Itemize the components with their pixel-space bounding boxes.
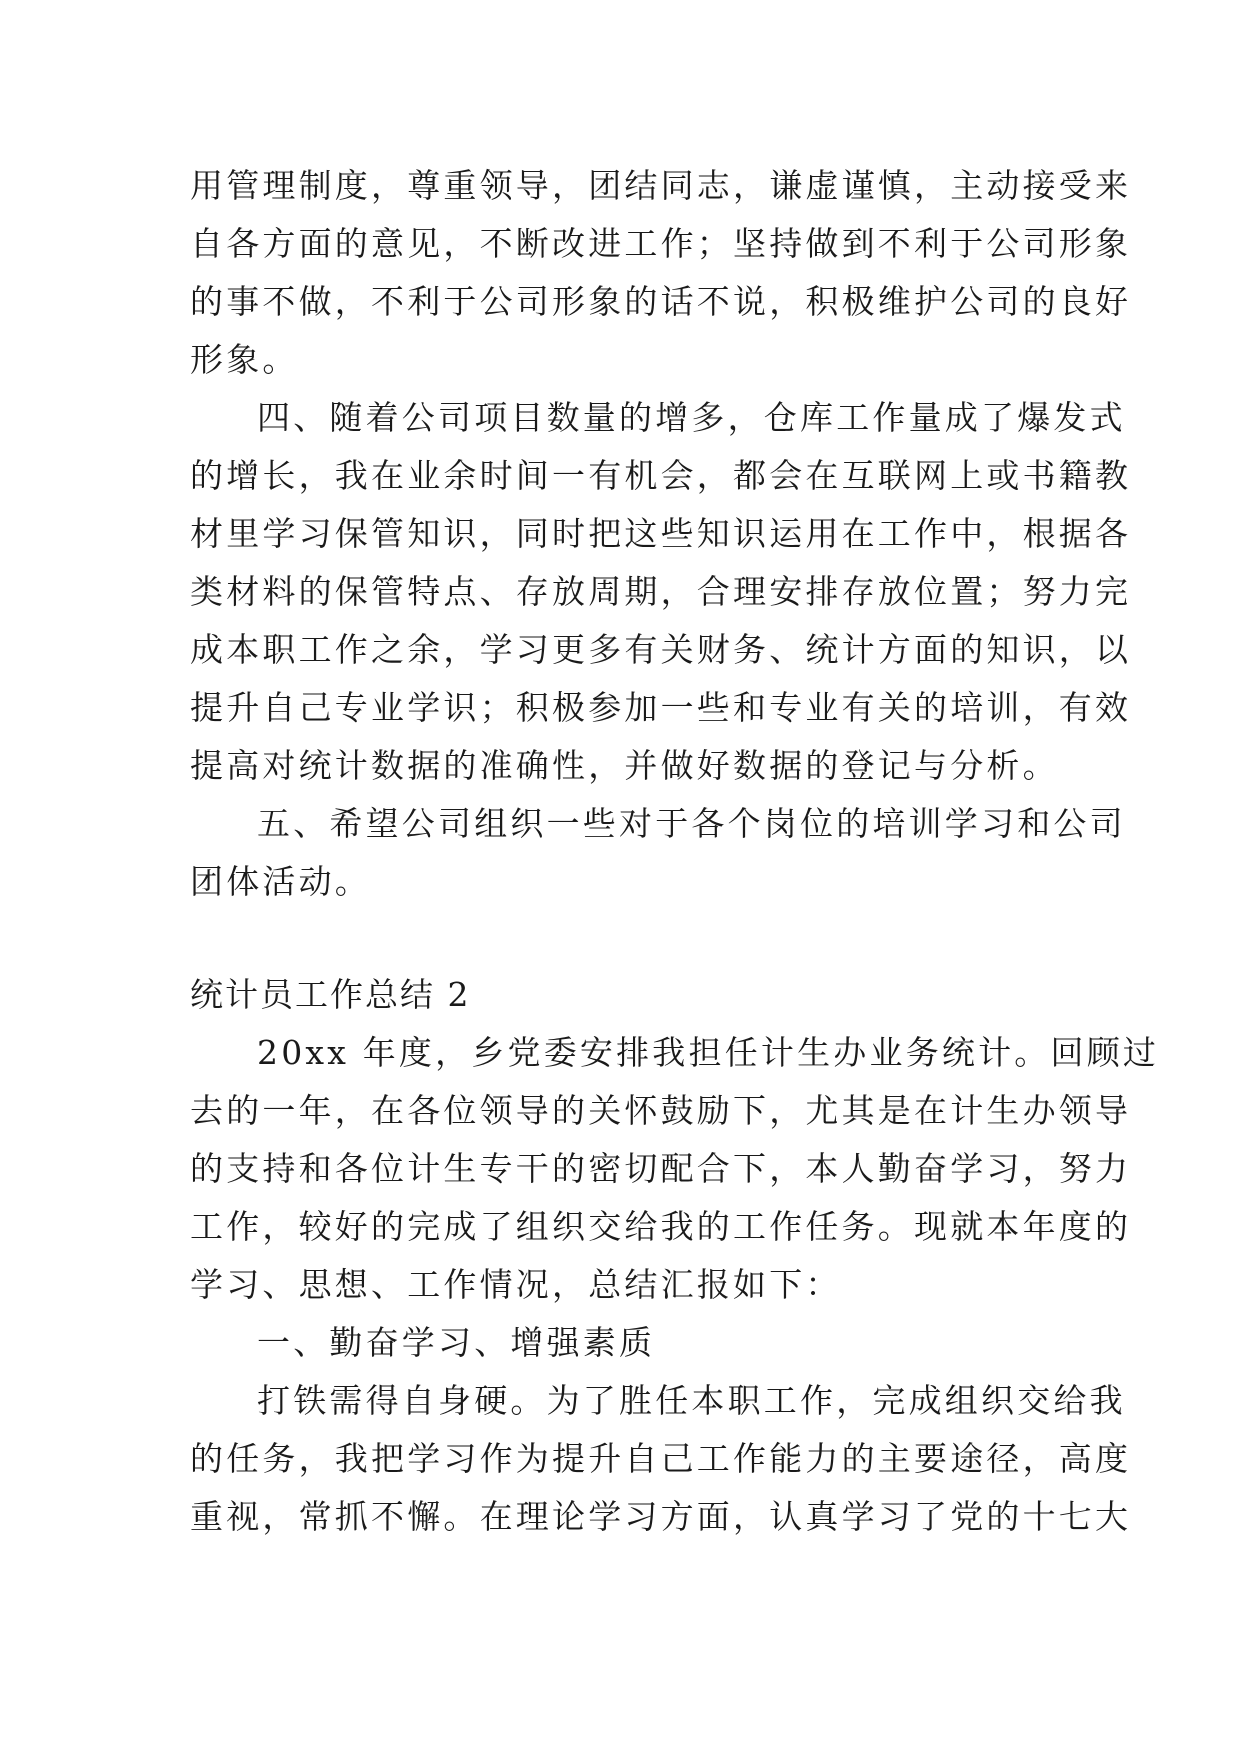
text-line: 重视，常抓不懈。在理论学习方面，认真学习了党的十七大	[190, 1497, 1132, 1536]
text-line: 的支持和各位计生专干的密切配合下，本人勤奋学习，努力	[190, 1149, 1132, 1188]
text-line: 用管理制度，尊重领导，团结同志，谦虚谨慎，主动接受来	[190, 166, 1132, 205]
text-line: 材里学习保管知识，同时把这些知识运用在工作中，根据各	[190, 514, 1132, 553]
text-line: 提升自己专业学识；积极参加一些和专业有关的培训，有效	[190, 688, 1132, 727]
text-line: 的任务，我把学习作为提升自己工作能力的主要途径，高度	[190, 1439, 1132, 1478]
text-line: 提高对统计数据的准确性，并做好数据的登记与分析。	[190, 746, 1059, 785]
text-line: 团体活动。	[190, 862, 371, 901]
subsection-heading: 一、勤奋学习、增强素质	[257, 1323, 656, 1362]
text-line: 工作，较好的完成了组织交给我的工作任务。现就本年度的	[190, 1207, 1132, 1246]
text-line: 20xx 年度，乡党委安排我担任计生办业务统计。回顾过	[257, 1033, 1160, 1072]
text-line: 成本职工作之余，学习更多有关财务、统计方面的知识，以	[190, 630, 1132, 669]
text-line: 学习、思想、工作情况，总结汇报如下：	[190, 1265, 842, 1304]
text-line: 去的一年，在各位领导的关怀鼓励下，尤其是在计生办领导	[190, 1091, 1132, 1130]
text-line: 自各方面的意见，不断改进工作；坚持做到不利于公司形象	[190, 224, 1132, 263]
text-line: 五、希望公司组织一些对于各个岗位的培训学习和公司	[257, 804, 1126, 843]
text-line: 四、随着公司项目数量的增多，仓库工作量成了爆发式	[257, 398, 1126, 437]
section-title: 统计员工作总结 2	[190, 975, 471, 1014]
text-line: 打铁需得自身硬。为了胜任本职工作，完成组织交给我	[257, 1381, 1126, 1420]
text-line: 形象。	[190, 340, 299, 379]
text-line: 的增长，我在业余时间一有机会，都会在互联网上或书籍教	[190, 456, 1132, 495]
text-line: 的事不做，不利于公司形象的话不说，积极维护公司的良好	[190, 282, 1132, 321]
text-line: 类材料的保管特点、存放周期，合理安排存放位置；努力完	[190, 572, 1132, 611]
